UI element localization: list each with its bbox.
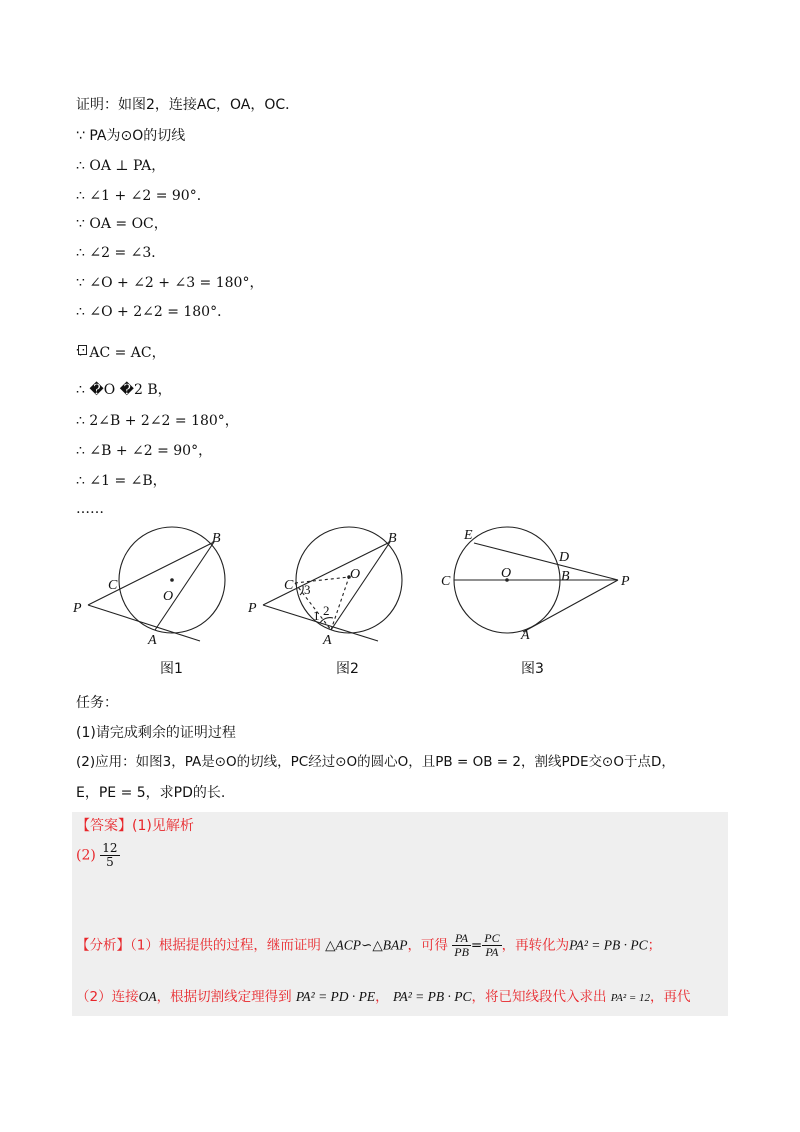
- task-item-1: (1)请完成剩余的证明过程: [76, 725, 236, 741]
- fig1-caption: 图1: [160, 661, 183, 677]
- task-item-2-cont: E，PE = 5，求PD的长.: [76, 785, 226, 801]
- fig3-label-d: D: [559, 550, 570, 565]
- proof-line-2: ∵ PA为⊙O的切线: [76, 128, 186, 144]
- fig2-label-p: P: [248, 601, 257, 616]
- fig2-label-1: 1: [313, 608, 320, 623]
- fig1-chord-ab: [155, 542, 214, 630]
- fig2-caption: 图2: [336, 661, 359, 677]
- fig3-label-c: C: [441, 574, 451, 589]
- proof-line-5: ∵ OA = OC，: [76, 216, 168, 232]
- fig2-chord-ab: [331, 542, 390, 630]
- fig2-dashed-ao: [331, 577, 349, 630]
- analysis-eq-2: PA² = PD · PE: [295, 989, 376, 1004]
- fig3-label-b: B: [561, 569, 570, 584]
- fig2-label-3: 3: [304, 582, 311, 597]
- answer-2-num: 12: [102, 841, 118, 855]
- fig1-label-b: B: [212, 531, 221, 546]
- proof-line-14: ……: [76, 501, 104, 517]
- answer-2-prefix: (2): [76, 847, 96, 864]
- fig3-label-p: P: [621, 574, 630, 589]
- task-item-2: (2)应用：如图3，PA是⊙O的切线，PC经过⊙O的圆心O，且PB = OB = 2，割线PDE交⊙O于点D，: [76, 754, 675, 770]
- proof-line-12: ∴ ∠B + ∠2 = 90°，: [76, 443, 213, 459]
- fig3-label-a: A: [521, 628, 530, 643]
- fig1-label-a: A: [148, 633, 157, 648]
- fig1-label-c: C: [108, 578, 118, 593]
- answer-2-fraction: [100, 842, 119, 869]
- geometry-figures: [0, 520, 800, 690]
- analysis-line-1: 【分析】（1）根据提供的过程，继而证明 △ACP∽△BAP，可得 $\frac{PA}{PB}$ = $\frac{PC}{PA}$ ，再转化为PA² = PB · PC；: [76, 931, 662, 959]
- fig2-label-a: A: [323, 633, 332, 648]
- answer-box: [72, 812, 728, 1016]
- analysis-line-2: （2）连接OA，根据切割线定理得到 PA² = PD · PE， PA² = PB · PC，将已知线段代入求出 PA² = 12，再代: [76, 989, 691, 1005]
- fig3-label-o: O: [501, 566, 512, 581]
- proof-line-1: 证明：如图2，连接AC，OA，OC．: [76, 97, 300, 113]
- answer-line-1: [76, 817, 194, 835]
- answer-1: (1)见解析: [132, 818, 194, 834]
- fig2-label-b: B: [388, 531, 397, 546]
- fig2-label-o: O: [350, 567, 361, 582]
- fig3-label-e: E: [464, 528, 473, 543]
- analysis-eq-4: PA² = 12: [610, 992, 651, 1004]
- proof-line-6: ∴ ∠2 = ∠3．: [76, 245, 166, 261]
- proof-line-11: ∴ 2∠B + 2∠2 = 180°，: [76, 413, 239, 429]
- fig3-secant-pde: [474, 543, 618, 580]
- proof-line-4: ∴ ∠1 + ∠2 = 90°．: [76, 188, 211, 204]
- fig1-center-dot: [170, 578, 174, 582]
- analysis-eq-1: PA² = PB · PC: [569, 937, 648, 953]
- proof-line-13: ∴ ∠1 = ∠B，: [76, 473, 167, 489]
- fig2-label-2: 2: [323, 603, 330, 618]
- fig2-secant: [263, 542, 390, 605]
- answer-line-2: [76, 842, 120, 869]
- proof-line-8: ∴ ∠O + 2∠2 = 180°．: [76, 304, 232, 320]
- task-heading: 任务：: [76, 695, 118, 711]
- answer-2-den: 5: [106, 855, 114, 869]
- arc-mark-1: [78, 345, 87, 355]
- fig2-label-c: C: [284, 578, 294, 593]
- analysis-frac-1: $\frac{PA}{PB}$: [454, 931, 469, 959]
- analysis-eq-3: PA² = PB · PC: [392, 989, 472, 1004]
- fig1-label-o: O: [163, 589, 174, 604]
- proof-line-3: ∴ OA ⊥ PA，: [76, 158, 166, 174]
- fig1-label-p: P: [73, 601, 82, 616]
- proof-line-9: ∵ AC = AC，: [76, 345, 166, 361]
- analysis-similarity: △ACP∽△BAP: [325, 937, 408, 953]
- proof-line-10: ∴ �O �2 B，: [76, 382, 172, 398]
- fig3-caption: 图3: [521, 661, 544, 677]
- proof-line-7: ∵ ∠O + ∠2 + ∠3 = 180°，: [76, 275, 264, 291]
- fig1-secant: [88, 542, 214, 605]
- fig1-tangent: [88, 605, 200, 641]
- answer-label: 【答案】: [76, 818, 132, 834]
- fig3-tangent-pa: [523, 580, 618, 632]
- analysis-label: 【分析】: [76, 937, 130, 954]
- fig2-circle: [296, 527, 402, 633]
- analysis-frac-2: $\frac{PC}{PA}$: [484, 931, 500, 959]
- analysis-oa: OA: [138, 989, 157, 1004]
